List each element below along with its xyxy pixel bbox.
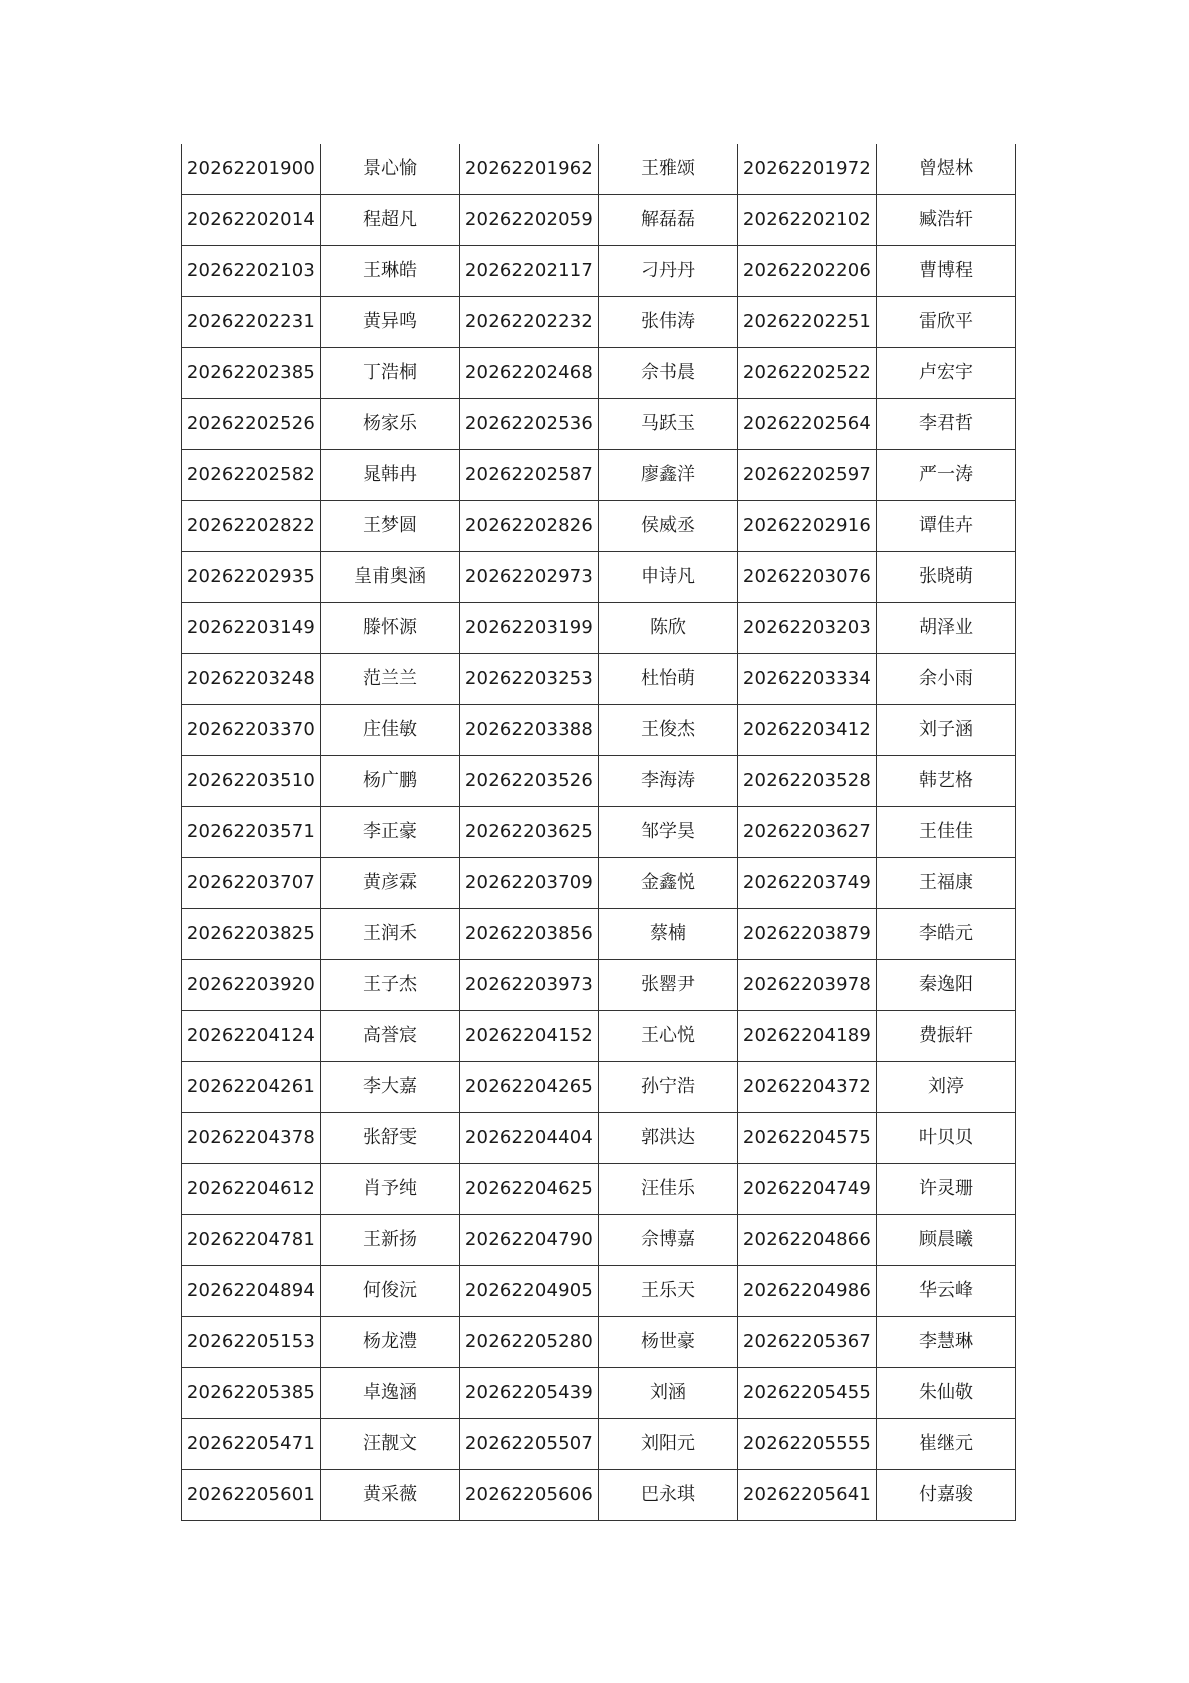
student-name-cell: 何俊沅 bbox=[321, 1266, 460, 1317]
student-name-cell: 陈欣 bbox=[599, 603, 738, 654]
table-row bbox=[182, 144, 1016, 195]
student-id-cell: 20262205507 bbox=[460, 1419, 599, 1470]
student-name-cell: 秦逸阳 bbox=[877, 960, 1016, 1011]
student-name-cell: 刘涵 bbox=[599, 1368, 738, 1419]
student-name-cell: 杜怡萌 bbox=[599, 654, 738, 705]
student-id-cell: 20262203388 bbox=[460, 705, 599, 756]
student-name-cell: 杨世豪 bbox=[599, 1317, 738, 1368]
student-id-cell: 20262204265 bbox=[460, 1062, 599, 1113]
student-id-cell: 20262204152 bbox=[460, 1011, 599, 1062]
student-name-cell: 王子杰 bbox=[321, 960, 460, 1011]
student-id-cell: 20262205367 bbox=[738, 1317, 877, 1368]
student-id-cell: 20262203856 bbox=[460, 909, 599, 960]
student-name-cell: 张舒雯 bbox=[321, 1113, 460, 1164]
student-id-cell: 20262203248 bbox=[182, 654, 321, 705]
student-name-cell: 李大嘉 bbox=[321, 1062, 460, 1113]
student-id-cell: 20262202206 bbox=[738, 246, 877, 297]
student-id-cell: 20262204781 bbox=[182, 1215, 321, 1266]
student-id-cell: 20262203707 bbox=[182, 858, 321, 909]
student-name-cell: 佘书晨 bbox=[599, 348, 738, 399]
student-roster-table bbox=[181, 144, 1016, 1521]
student-id-cell: 20262204378 bbox=[182, 1113, 321, 1164]
student-id-cell: 20262203199 bbox=[460, 603, 599, 654]
student-name-cell: 刘子涵 bbox=[877, 705, 1016, 756]
student-name-cell: 崔继元 bbox=[877, 1419, 1016, 1470]
table-row bbox=[182, 450, 1016, 501]
student-id-cell: 20262205385 bbox=[182, 1368, 321, 1419]
student-name-cell: 卢宏宇 bbox=[877, 348, 1016, 399]
table-row bbox=[182, 1113, 1016, 1164]
student-name-cell: 汪佳乐 bbox=[599, 1164, 738, 1215]
student-name-cell: 李海涛 bbox=[599, 756, 738, 807]
student-name-cell: 严一涛 bbox=[877, 450, 1016, 501]
student-name-cell: 程超凡 bbox=[321, 195, 460, 246]
student-name-cell: 汪靓文 bbox=[321, 1419, 460, 1470]
student-id-cell: 20262201962 bbox=[460, 144, 599, 195]
student-name-cell: 张罂尹 bbox=[599, 960, 738, 1011]
student-id-cell: 20262202597 bbox=[738, 450, 877, 501]
student-name-cell: 卓逸涵 bbox=[321, 1368, 460, 1419]
student-name-cell: 佘博嘉 bbox=[599, 1215, 738, 1266]
student-id-cell: 20262203973 bbox=[460, 960, 599, 1011]
student-name-cell: 谭佳卉 bbox=[877, 501, 1016, 552]
student-id-cell: 20262205641 bbox=[738, 1470, 877, 1521]
table-row bbox=[182, 858, 1016, 909]
student-name-cell: 叶贝贝 bbox=[877, 1113, 1016, 1164]
table-row bbox=[182, 1011, 1016, 1062]
student-name-cell: 皇甫奥涵 bbox=[321, 552, 460, 603]
student-name-cell: 李正豪 bbox=[321, 807, 460, 858]
student-id-cell: 20262205471 bbox=[182, 1419, 321, 1470]
student-name-cell: 巴永琪 bbox=[599, 1470, 738, 1521]
student-id-cell: 20262204124 bbox=[182, 1011, 321, 1062]
student-id-cell: 20262204189 bbox=[738, 1011, 877, 1062]
student-name-cell: 刁丹丹 bbox=[599, 246, 738, 297]
student-name-cell: 金鑫悦 bbox=[599, 858, 738, 909]
student-id-cell: 20262204894 bbox=[182, 1266, 321, 1317]
student-name-cell: 许灵珊 bbox=[877, 1164, 1016, 1215]
student-name-cell: 张晓萌 bbox=[877, 552, 1016, 603]
student-name-cell: 黄彦霖 bbox=[321, 858, 460, 909]
student-id-cell: 20262203625 bbox=[460, 807, 599, 858]
student-name-cell: 高誉宸 bbox=[321, 1011, 460, 1062]
student-id-cell: 20262202973 bbox=[460, 552, 599, 603]
student-id-cell: 20262205606 bbox=[460, 1470, 599, 1521]
student-id-cell: 20262202232 bbox=[460, 297, 599, 348]
student-name-cell: 王琳皓 bbox=[321, 246, 460, 297]
student-id-cell: 20262203978 bbox=[738, 960, 877, 1011]
student-id-cell: 20262203528 bbox=[738, 756, 877, 807]
student-id-cell: 20262203334 bbox=[738, 654, 877, 705]
student-id-cell: 20262203253 bbox=[460, 654, 599, 705]
student-id-cell: 20262202102 bbox=[738, 195, 877, 246]
table-row bbox=[182, 654, 1016, 705]
student-id-cell: 20262203412 bbox=[738, 705, 877, 756]
student-id-cell: 20262202536 bbox=[460, 399, 599, 450]
student-name-cell: 蔡楠 bbox=[599, 909, 738, 960]
student-id-cell: 20262203920 bbox=[182, 960, 321, 1011]
student-id-cell: 20262204575 bbox=[738, 1113, 877, 1164]
table-row bbox=[182, 399, 1016, 450]
student-id-cell: 20262204625 bbox=[460, 1164, 599, 1215]
student-name-cell: 曹博程 bbox=[877, 246, 1016, 297]
table-row bbox=[182, 705, 1016, 756]
table-row bbox=[182, 552, 1016, 603]
table-row bbox=[182, 348, 1016, 399]
student-id-cell: 20262201972 bbox=[738, 144, 877, 195]
student-id-cell: 20262204261 bbox=[182, 1062, 321, 1113]
roster-table-body bbox=[182, 144, 1016, 1521]
student-name-cell: 郭洪达 bbox=[599, 1113, 738, 1164]
table-row bbox=[182, 1215, 1016, 1266]
student-name-cell: 王佳佳 bbox=[877, 807, 1016, 858]
student-name-cell: 雷欣平 bbox=[877, 297, 1016, 348]
student-id-cell: 20262202526 bbox=[182, 399, 321, 450]
student-id-cell: 20262204612 bbox=[182, 1164, 321, 1215]
student-id-cell: 20262204790 bbox=[460, 1215, 599, 1266]
student-id-cell: 20262202251 bbox=[738, 297, 877, 348]
student-id-cell: 20262203709 bbox=[460, 858, 599, 909]
student-name-cell: 景心愉 bbox=[321, 144, 460, 195]
student-id-cell: 20262203203 bbox=[738, 603, 877, 654]
student-id-cell: 20262205153 bbox=[182, 1317, 321, 1368]
table-row bbox=[182, 960, 1016, 1011]
student-name-cell: 杨广鹏 bbox=[321, 756, 460, 807]
table-row bbox=[182, 1368, 1016, 1419]
student-id-cell: 20262201900 bbox=[182, 144, 321, 195]
student-name-cell: 余小雨 bbox=[877, 654, 1016, 705]
student-name-cell: 朱仙敬 bbox=[877, 1368, 1016, 1419]
student-id-cell: 20262202916 bbox=[738, 501, 877, 552]
table-row bbox=[182, 1164, 1016, 1215]
table-row bbox=[182, 297, 1016, 348]
student-id-cell: 20262205439 bbox=[460, 1368, 599, 1419]
student-name-cell: 范兰兰 bbox=[321, 654, 460, 705]
student-name-cell: 华云峰 bbox=[877, 1266, 1016, 1317]
student-id-cell: 20262202582 bbox=[182, 450, 321, 501]
student-name-cell: 侯威丞 bbox=[599, 501, 738, 552]
student-id-cell: 20262203076 bbox=[738, 552, 877, 603]
student-id-cell: 20262202231 bbox=[182, 297, 321, 348]
student-id-cell: 20262202822 bbox=[182, 501, 321, 552]
student-id-cell: 20262203149 bbox=[182, 603, 321, 654]
student-name-cell: 申诗凡 bbox=[599, 552, 738, 603]
table-row bbox=[182, 246, 1016, 297]
student-name-cell: 臧浩轩 bbox=[877, 195, 1016, 246]
table-row bbox=[182, 603, 1016, 654]
student-name-cell: 马跃玉 bbox=[599, 399, 738, 450]
student-id-cell: 20262202587 bbox=[460, 450, 599, 501]
table-row bbox=[182, 195, 1016, 246]
student-id-cell: 20262204905 bbox=[460, 1266, 599, 1317]
student-name-cell: 肖予纯 bbox=[321, 1164, 460, 1215]
student-id-cell: 20262204866 bbox=[738, 1215, 877, 1266]
table-row bbox=[182, 501, 1016, 552]
student-id-cell: 20262204372 bbox=[738, 1062, 877, 1113]
student-id-cell: 20262205555 bbox=[738, 1419, 877, 1470]
student-id-cell: 20262202522 bbox=[738, 348, 877, 399]
student-name-cell: 解磊磊 bbox=[599, 195, 738, 246]
student-id-cell: 20262202385 bbox=[182, 348, 321, 399]
student-id-cell: 20262204986 bbox=[738, 1266, 877, 1317]
student-name-cell: 李慧琳 bbox=[877, 1317, 1016, 1368]
student-name-cell: 晁韩冉 bbox=[321, 450, 460, 501]
student-id-cell: 20262203571 bbox=[182, 807, 321, 858]
student-name-cell: 王润禾 bbox=[321, 909, 460, 960]
student-name-cell: 刘阳元 bbox=[599, 1419, 738, 1470]
student-name-cell: 廖鑫洋 bbox=[599, 450, 738, 501]
student-id-cell: 20262205280 bbox=[460, 1317, 599, 1368]
student-name-cell: 费振轩 bbox=[877, 1011, 1016, 1062]
table-row bbox=[182, 807, 1016, 858]
student-id-cell: 20262203627 bbox=[738, 807, 877, 858]
student-name-cell: 庄佳敏 bbox=[321, 705, 460, 756]
student-name-cell: 韩艺格 bbox=[877, 756, 1016, 807]
student-id-cell: 20262204749 bbox=[738, 1164, 877, 1215]
student-name-cell: 李皓元 bbox=[877, 909, 1016, 960]
student-name-cell: 曾煜林 bbox=[877, 144, 1016, 195]
student-name-cell: 王雅颂 bbox=[599, 144, 738, 195]
student-name-cell: 滕怀源 bbox=[321, 603, 460, 654]
student-name-cell: 刘渟 bbox=[877, 1062, 1016, 1113]
student-name-cell: 胡泽业 bbox=[877, 603, 1016, 654]
student-name-cell: 李君哲 bbox=[877, 399, 1016, 450]
table-row bbox=[182, 1470, 1016, 1521]
table-row bbox=[182, 1419, 1016, 1470]
table-row bbox=[182, 909, 1016, 960]
student-id-cell: 20262202014 bbox=[182, 195, 321, 246]
student-id-cell: 20262202826 bbox=[460, 501, 599, 552]
student-name-cell: 邹学昊 bbox=[599, 807, 738, 858]
student-name-cell: 张伟涛 bbox=[599, 297, 738, 348]
student-id-cell: 20262205601 bbox=[182, 1470, 321, 1521]
student-name-cell: 黄异鸣 bbox=[321, 297, 460, 348]
student-name-cell: 王福康 bbox=[877, 858, 1016, 909]
student-name-cell: 杨家乐 bbox=[321, 399, 460, 450]
student-id-cell: 20262203749 bbox=[738, 858, 877, 909]
table-row bbox=[182, 1062, 1016, 1113]
student-name-cell: 付嘉骏 bbox=[877, 1470, 1016, 1521]
student-id-cell: 20262202059 bbox=[460, 195, 599, 246]
student-id-cell: 20262203879 bbox=[738, 909, 877, 960]
student-id-cell: 20262204404 bbox=[460, 1113, 599, 1164]
table-row bbox=[182, 1317, 1016, 1368]
student-id-cell: 20262203526 bbox=[460, 756, 599, 807]
student-name-cell: 杨龙澧 bbox=[321, 1317, 460, 1368]
table-row bbox=[182, 756, 1016, 807]
student-name-cell: 王梦圆 bbox=[321, 501, 460, 552]
student-name-cell: 王俊杰 bbox=[599, 705, 738, 756]
student-id-cell: 20262205455 bbox=[738, 1368, 877, 1419]
student-id-cell: 20262203370 bbox=[182, 705, 321, 756]
student-name-cell: 顾晨曦 bbox=[877, 1215, 1016, 1266]
student-id-cell: 20262203825 bbox=[182, 909, 321, 960]
student-id-cell: 20262203510 bbox=[182, 756, 321, 807]
student-name-cell: 王新扬 bbox=[321, 1215, 460, 1266]
student-name-cell: 王乐天 bbox=[599, 1266, 738, 1317]
table-row bbox=[182, 1266, 1016, 1317]
student-name-cell: 孙宁浩 bbox=[599, 1062, 738, 1113]
student-id-cell: 20262202935 bbox=[182, 552, 321, 603]
student-name-cell: 丁浩桐 bbox=[321, 348, 460, 399]
student-id-cell: 20262202468 bbox=[460, 348, 599, 399]
student-id-cell: 20262202564 bbox=[738, 399, 877, 450]
student-name-cell: 王心悦 bbox=[599, 1011, 738, 1062]
student-id-cell: 20262202103 bbox=[182, 246, 321, 297]
student-id-cell: 20262202117 bbox=[460, 246, 599, 297]
student-name-cell: 黄采薇 bbox=[321, 1470, 460, 1521]
